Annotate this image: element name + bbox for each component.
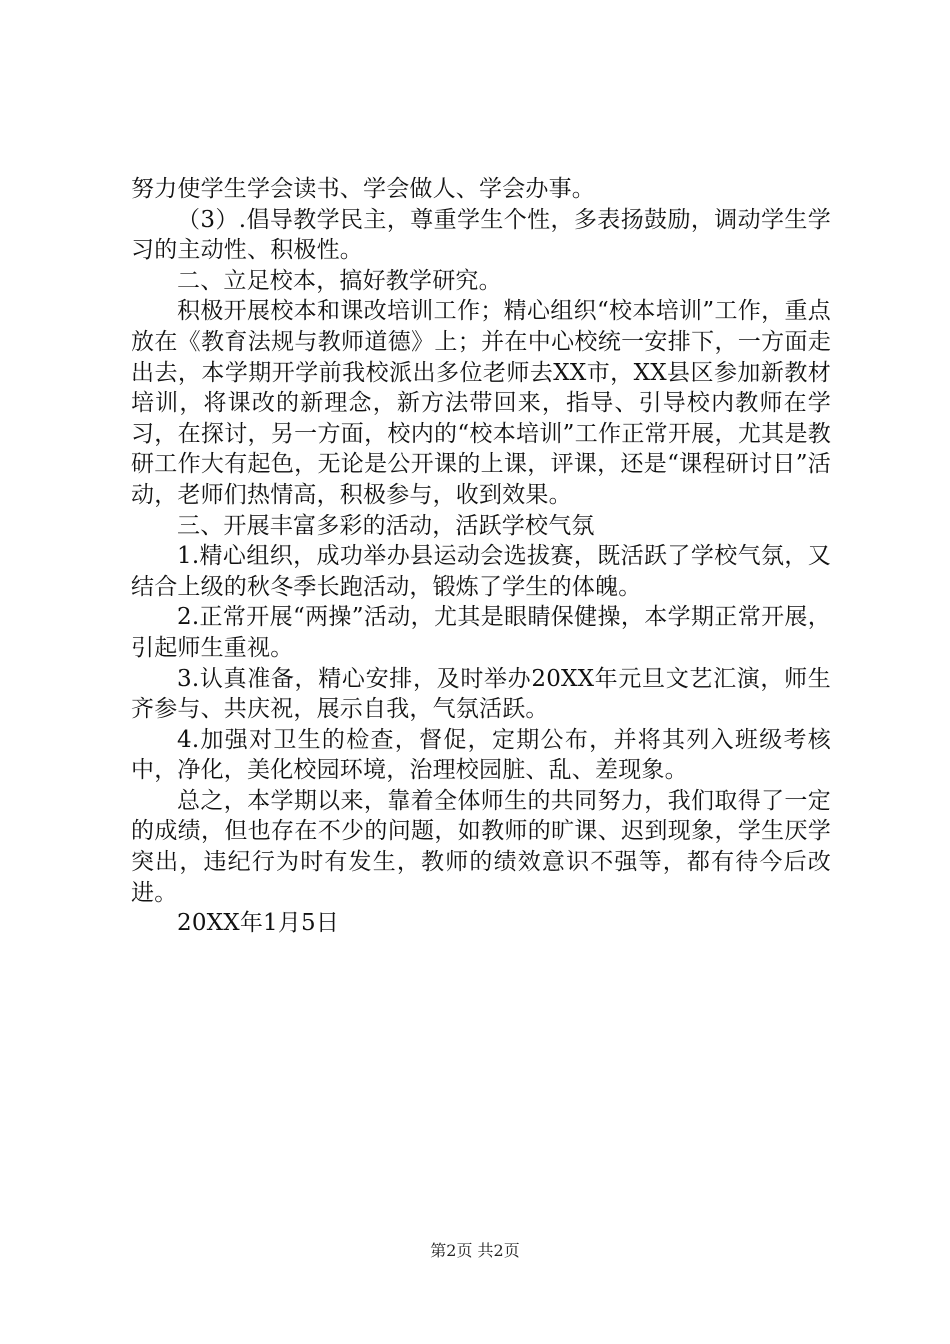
list-item-4: 4.加强对卫生的检查，督促，定期公布，并将其列入班级考核中，净化，美化校园环境，治理校园脏、乱、差现象。: [131, 726, 831, 784]
paragraph-2: （3）.倡导教学民主，尊重学生个性，多表扬鼓励，调动学生学习的主动性、积极性。: [131, 206, 831, 264]
document-date: 20XX年1月5日: [177, 910, 340, 937]
document-body: [131, 174, 831, 939]
section-heading-3: 三、开展丰富多彩的活动，活跃学校气氛: [177, 512, 595, 539]
list-item-2: 2.正常开展“两操”活动，尤其是眼睛保健操，本学期正常开展，引起师生重视。: [131, 604, 831, 661]
list-item-3: 3.认真准备，精心安排，及时举办20XX年元旦文艺汇演，师生齐参与、共庆祝，展示自我，气氛活跃。: [131, 665, 831, 723]
page-footer: 第2页 共2页: [430, 1241, 520, 1260]
paragraph-3: 积极开展校本和课改培训工作；精心组织“校本培训”工作，重点放在《教育法规与教师道德》上；并在中心校统一安排下，一方面走出去，本学期开学前我校派出多位老师去XX市，XX县区参加新教材培训，将课改的新理念，新方法带回来，指导、引导校内教师在学习，在探讨，另一方面，校内的“校本培训”工作正常开展，尤其是教研工作大有起色，无论是公开课的上课，评课，还是“课程研讨日”活动，老师们热情高，积极参与，收到效果。: [131, 298, 831, 508]
section-heading-2: 二、立足校本，搞好教学研究。: [177, 267, 502, 294]
list-item-1: 1.精心组织，成功举办县运动会选拔赛，既活跃了学校气氛，又结合上级的秋冬季长跑活动，锻炼了学生的体魄。: [131, 543, 831, 600]
summary-paragraph: 总之，本学期以来，靠着全体师生的共同努力，我们取得了一定的成绩，但也存在不少的问题，如教师的旷课、迟到现象，学生厌学突出，违纪行为时有发生，教师的绩效意识不强等，都有待今后改进。: [131, 787, 831, 906]
paragraph-1: 努力使学生学会读书、学会做人、学会办事。: [131, 176, 595, 202]
